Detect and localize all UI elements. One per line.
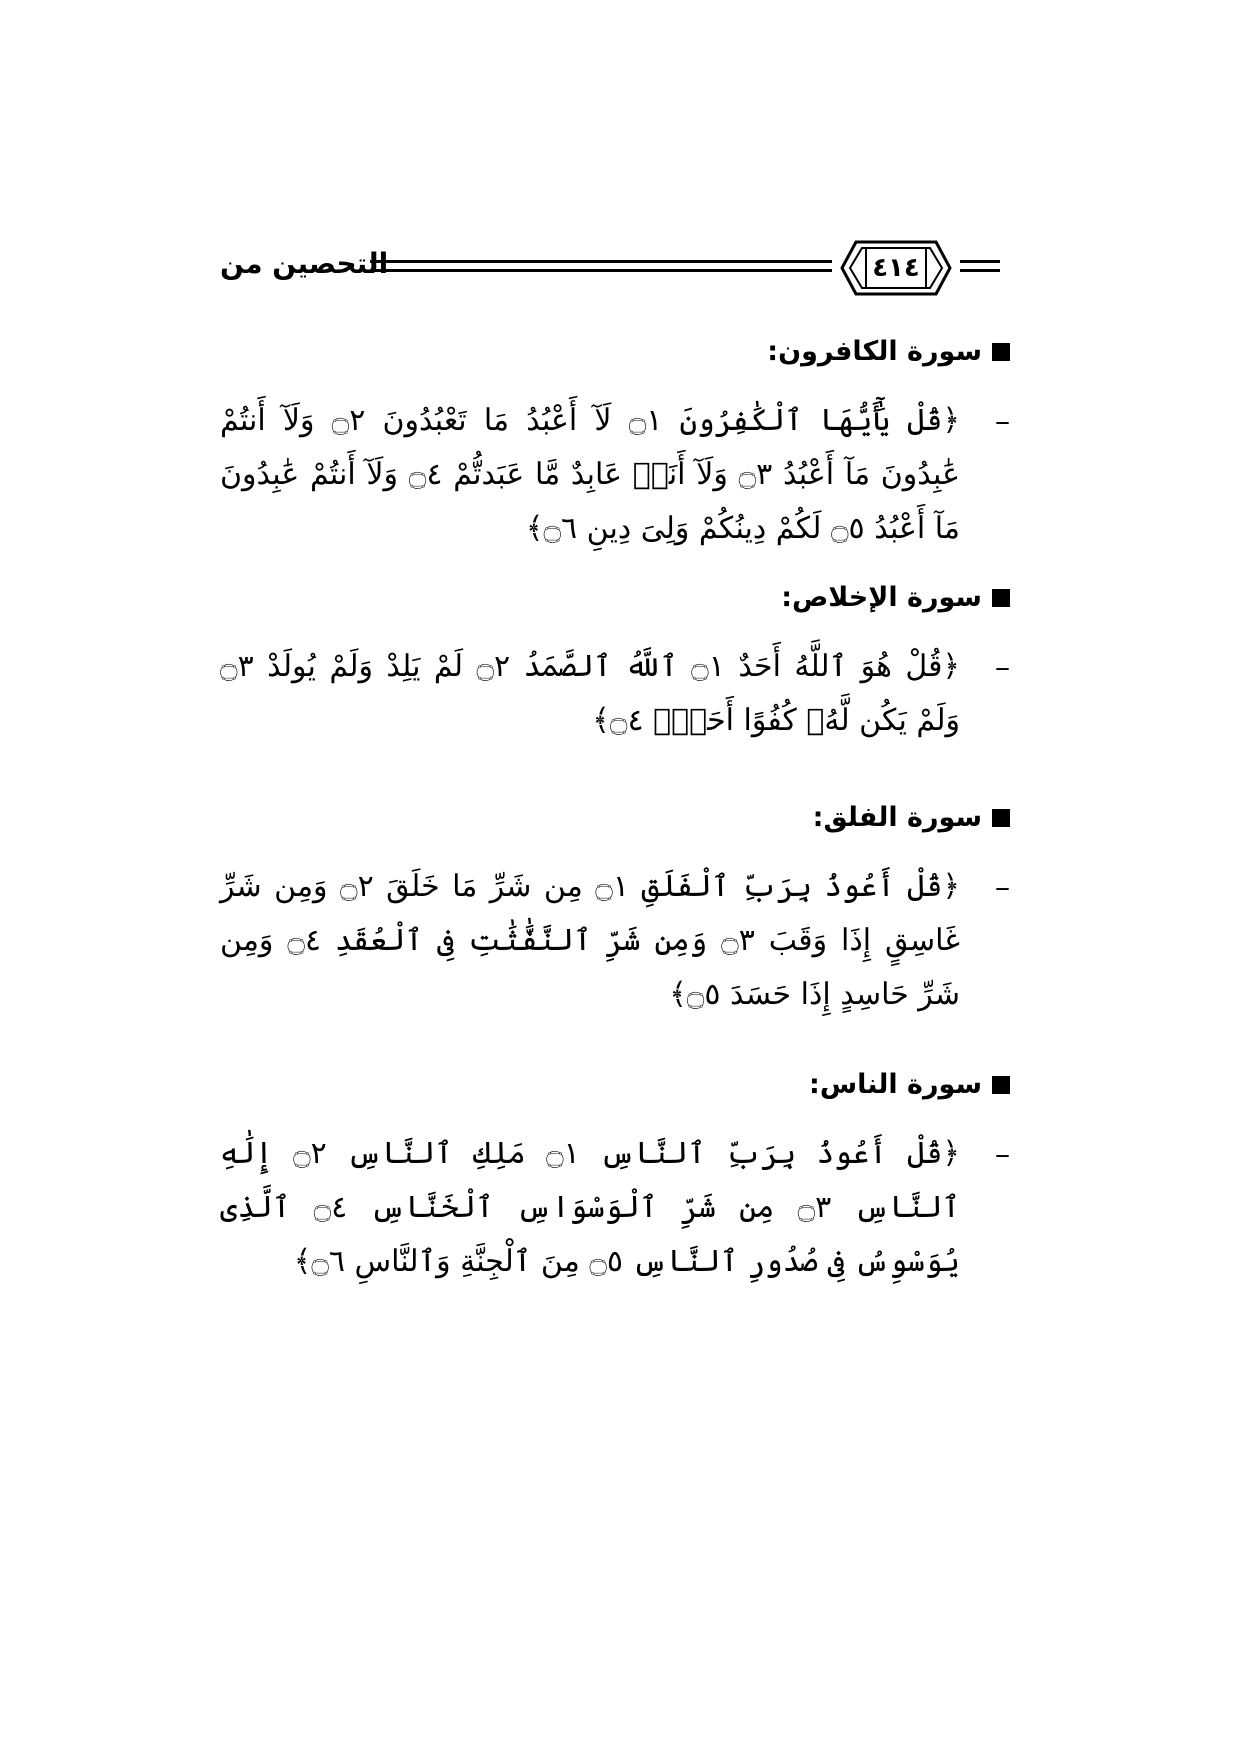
verse-text: ﴿قُلْ أَعُوذُ بِرَبِّ ٱلنَّاسِ ۝١ مَلِكِ ٱلنَّاسِ ۝٢ إِلَٰهِ ٱلنَّاسِ ۝٣ مِن شَرِّ ٱلْوَسْوَاسِ ٱلْخَنَّاسِ ۝٤ ٱلَّذِى يُوَسْوِسُ فِى صُدُورِ ٱلنَّاسِ ۝٥ مِنَ ٱلْجِنَّةِ وَٱلنَّاسِ ۝٦﴾ xyxy=(220,1136,960,1279)
section-heading-text: سورة الفلق: xyxy=(812,802,982,833)
section-heading-text: سورة الإخلاص: xyxy=(781,582,982,613)
square-bullet-icon xyxy=(992,343,1010,361)
header-rule-short xyxy=(960,260,1000,272)
dash-marker: – xyxy=(995,404,1010,439)
page-header xyxy=(220,238,1000,298)
section-heading-text: سورة الكافرون: xyxy=(767,336,982,367)
verse-text: ﴿قُلْ يَٰٓأَيُّهَا ٱلْكَٰفِرُونَ ۝١ لَآ أَعْبُدُ مَا تَعْبُدُونَ ۝٢ وَلَآ أَنتُمْ عَٰبِدُونَ مَآ أَعْبُدُ ۝٣ وَلَآ أَنَا۠ عَابِدٌ مَّا عَبَدتُّمْ ۝٤ وَلَآ أَنتُمْ عَٰبِدُونَ مَآ أَعْبُدُ ۝٥ لَكُمْ دِينُكُمْ وَلِىَ دِينِ ۝٦﴾ xyxy=(220,403,960,546)
section-heading-text: سورة الناس: xyxy=(809,1069,982,1100)
running-title: التحصين من xyxy=(220,247,389,280)
verse-text: ﴿قُلْ هُوَ ٱللَّهُ أَحَدٌ ۝١ ٱللَّهُ ٱلصَّمَدُ ۝٢ لَمْ يَلِدْ وَلَمْ يُولَدْ ۝٣ وَلَمْ يَكُن لَّهُۥ كُفُوًا أَحَدٌۢ ۝٤﴾ xyxy=(220,649,960,738)
dash-marker: – xyxy=(995,650,1010,685)
square-bullet-icon xyxy=(992,809,1010,827)
header-rule xyxy=(370,260,832,272)
dash-marker: – xyxy=(995,1137,1010,1172)
section-heading xyxy=(809,1065,1010,1105)
surah-section-falaq xyxy=(190,798,1010,1012)
section-heading xyxy=(813,798,1010,838)
surah-section-ikhlas xyxy=(190,578,1010,738)
surah-section-kafirun xyxy=(190,332,1010,546)
surah-section-nas xyxy=(190,1065,1010,1279)
section-heading xyxy=(767,332,1010,372)
dash-marker: – xyxy=(995,870,1010,905)
section-heading xyxy=(781,578,1010,618)
verse-text: ﴿قُلْ أَعُوذُ بِرَبِّ ٱلْفَلَقِ ۝١ مِن شَرِّ مَا خَلَقَ ۝٢ وَمِن شَرِّ غَاسِقٍ إِذَا وَقَبَ ۝٣ وَمِن شَرِّ ٱلنَّفَّٰثَٰتِ فِى ٱلْعُقَدِ ۝٤ وَمِن شَرِّ حَاسِدٍ إِذَا حَسَدَ ۝٥﴾ xyxy=(220,869,961,1012)
square-bullet-icon xyxy=(992,1076,1010,1094)
page-number: ٤١٤ xyxy=(872,253,920,283)
page-number-badge xyxy=(838,238,954,298)
square-bullet-icon xyxy=(992,589,1010,607)
